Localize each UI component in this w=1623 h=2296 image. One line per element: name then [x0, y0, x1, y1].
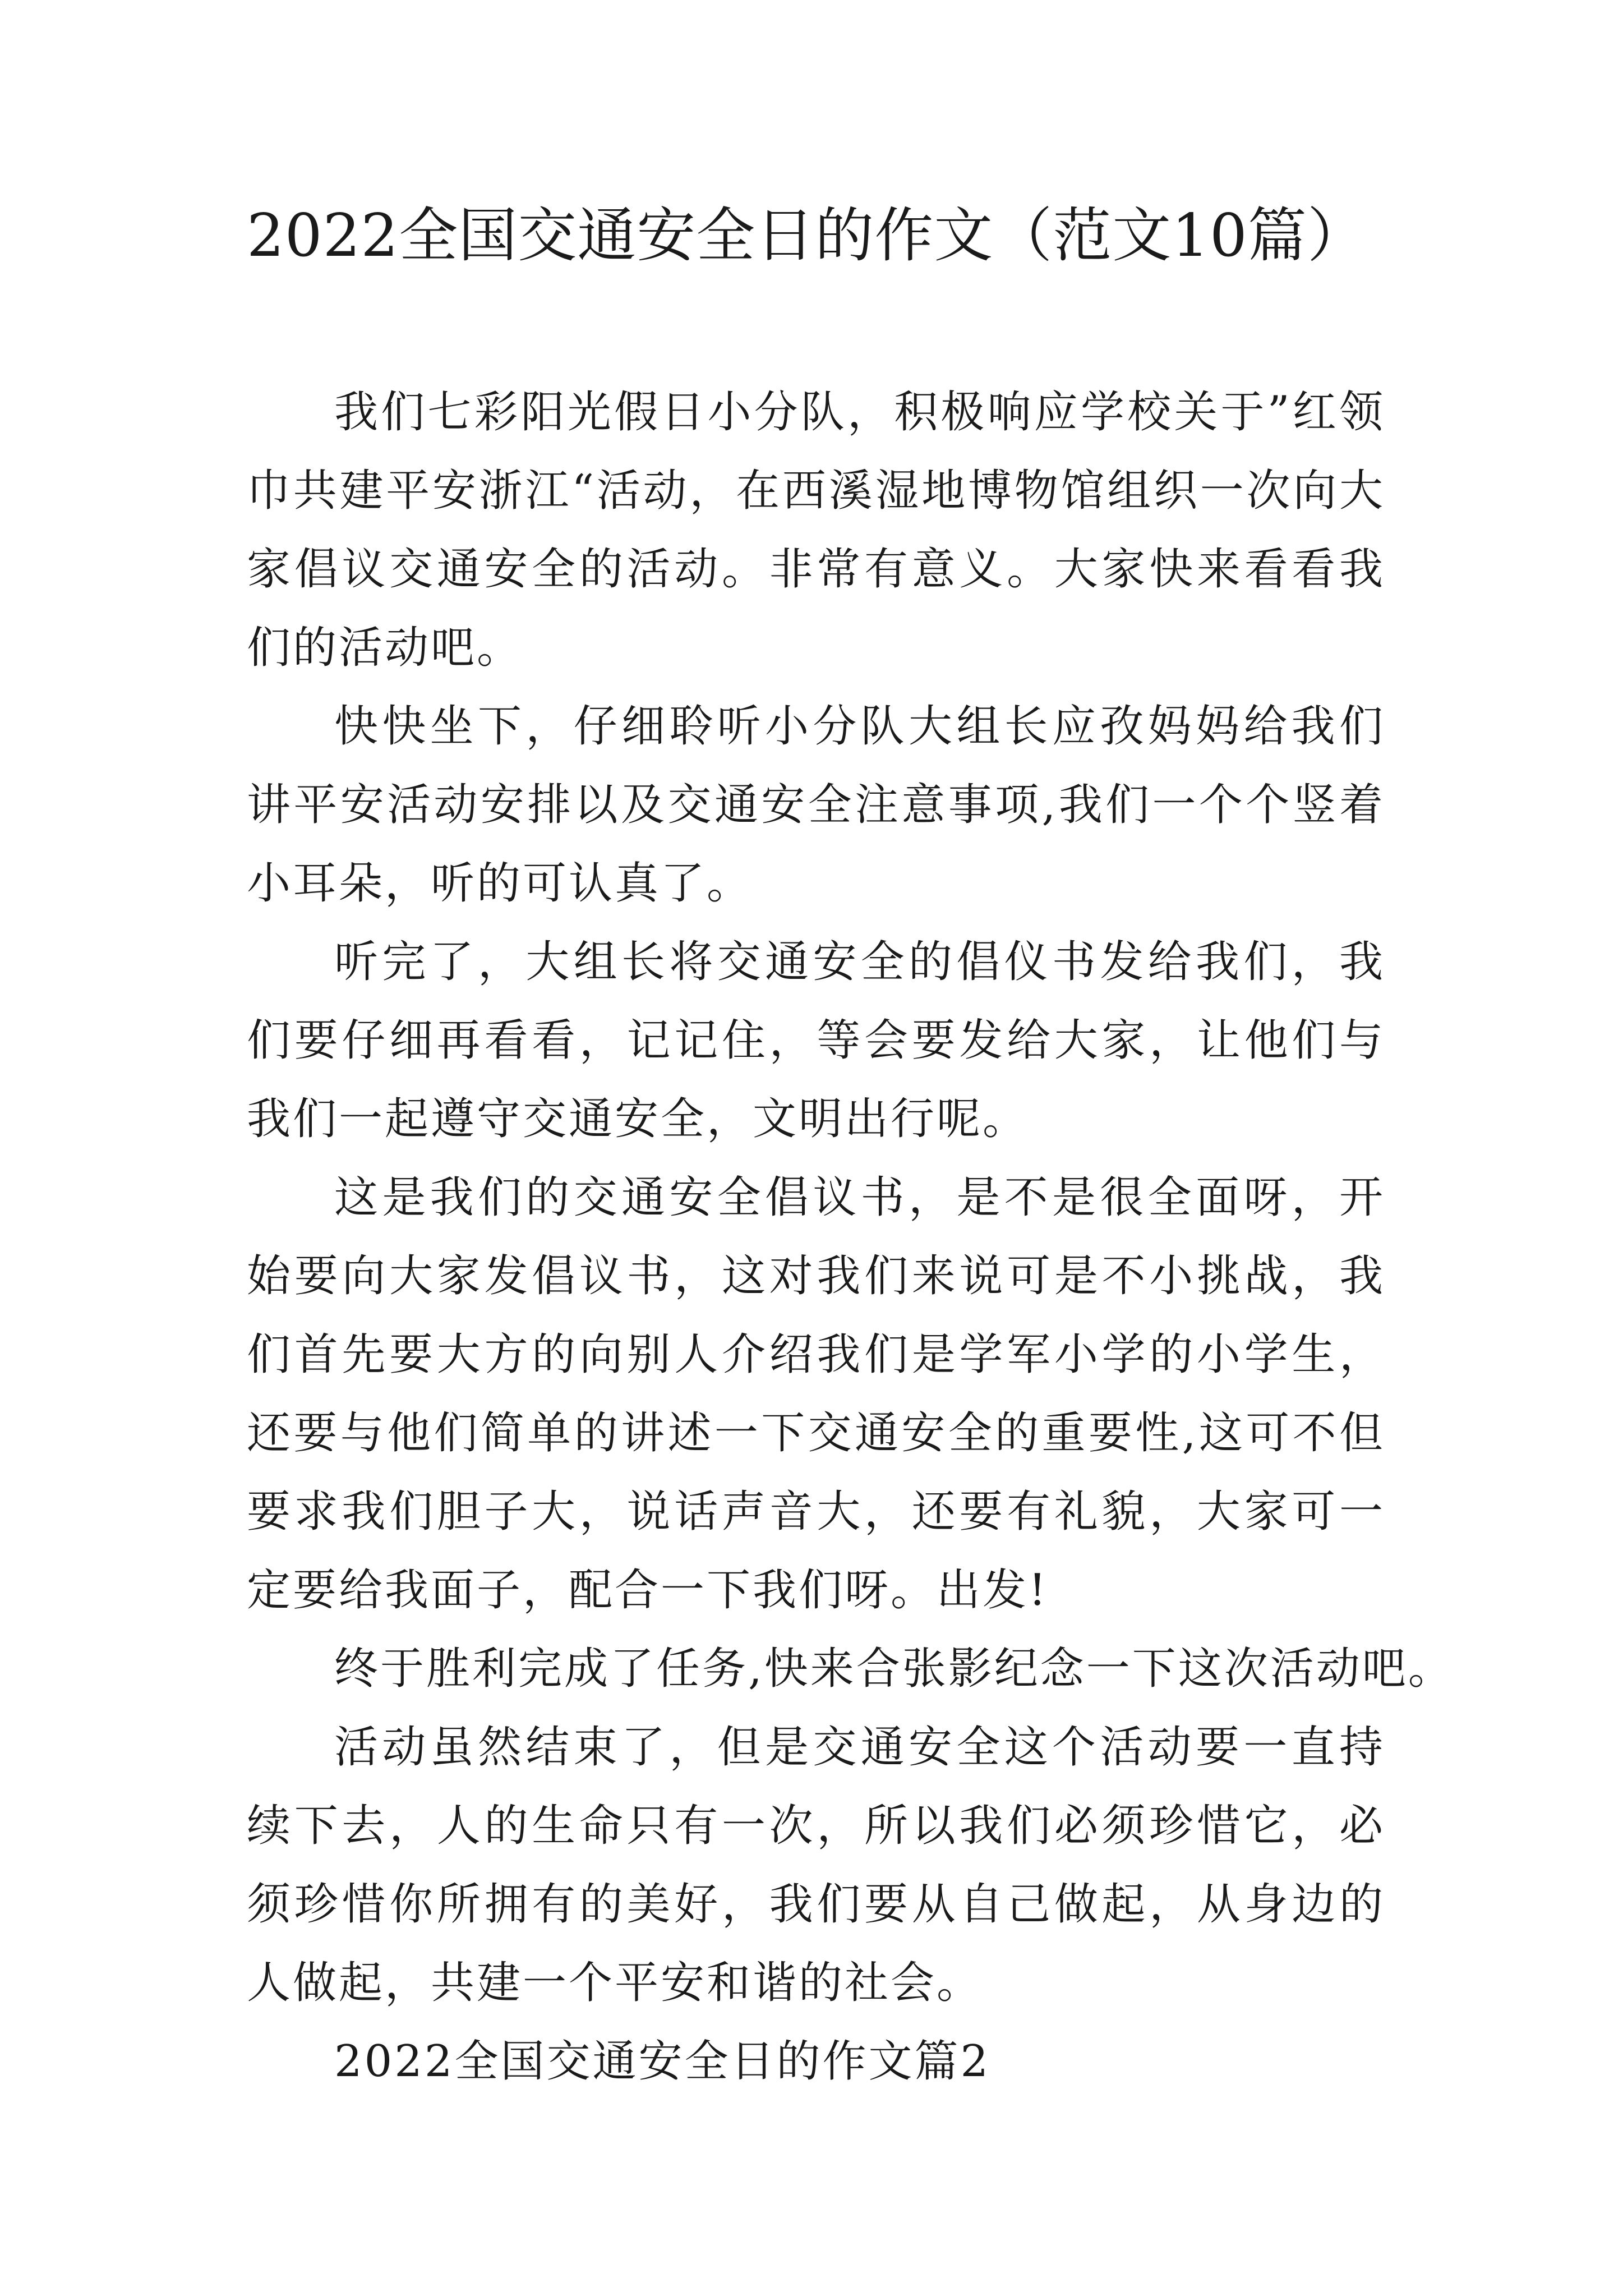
paragraph-3: 听完了，大组长将交通安全的倡仪书发给我们，我们要仔细再看看，记记住，等会要发给大家，让他们与我们一起遵守交通安全，文明出行呢。	[247, 937, 1385, 1144]
paragraph-4: 这是我们的交通安全倡议书，是不是很全面呀，开始要向大家发倡议书，这对我们来说可是不小挑战，我们首先要大方的向别人介绍我们是学军小学的小学生，还要与他们简单的讲述一下交通安全的重要性,这可不但要求我们胆子大，说话声音大，还要有礼貌，大家可一定要给我面子，配合一下我们呀。出发!	[247, 1172, 1385, 1616]
document-body	[247, 373, 1454, 2101]
document-title: 2022全国交通安全日的作文（范文10篇）	[247, 201, 1367, 270]
paragraph-2: 快快坐下，仔细聆听小分队大组长应孜妈妈给我们讲平安活动安排以及交通安全注意事项,我们一个个竖着小耳朵，听的可认真了。	[247, 701, 1385, 909]
section-heading-2: 2022全国交通安全日的作文篇2	[334, 2036, 991, 2087]
paragraph-1: 我们七彩阳光假日小分队，积极响应学校关于”红领巾共建平安浙江“活动，在西溪湿地博物馆组织一次向大家倡议交通安全的活动。非常有意义。大家快来看看我们的活动吧。	[247, 387, 1385, 673]
paragraph-5: 终于胜利完成了任务,快来合张影纪念一下这次活动吧。	[334, 1644, 1454, 1694]
paragraph-6: 活动虽然结束了，但是交通安全这个活动要一直持续下去，人的生命只有一次，所以我们必须珍惜它，必须珍惜你所拥有的美好，我们要从自己做起，从身边的人做起，共建一个平安和谐的社会。	[247, 1722, 1385, 2008]
